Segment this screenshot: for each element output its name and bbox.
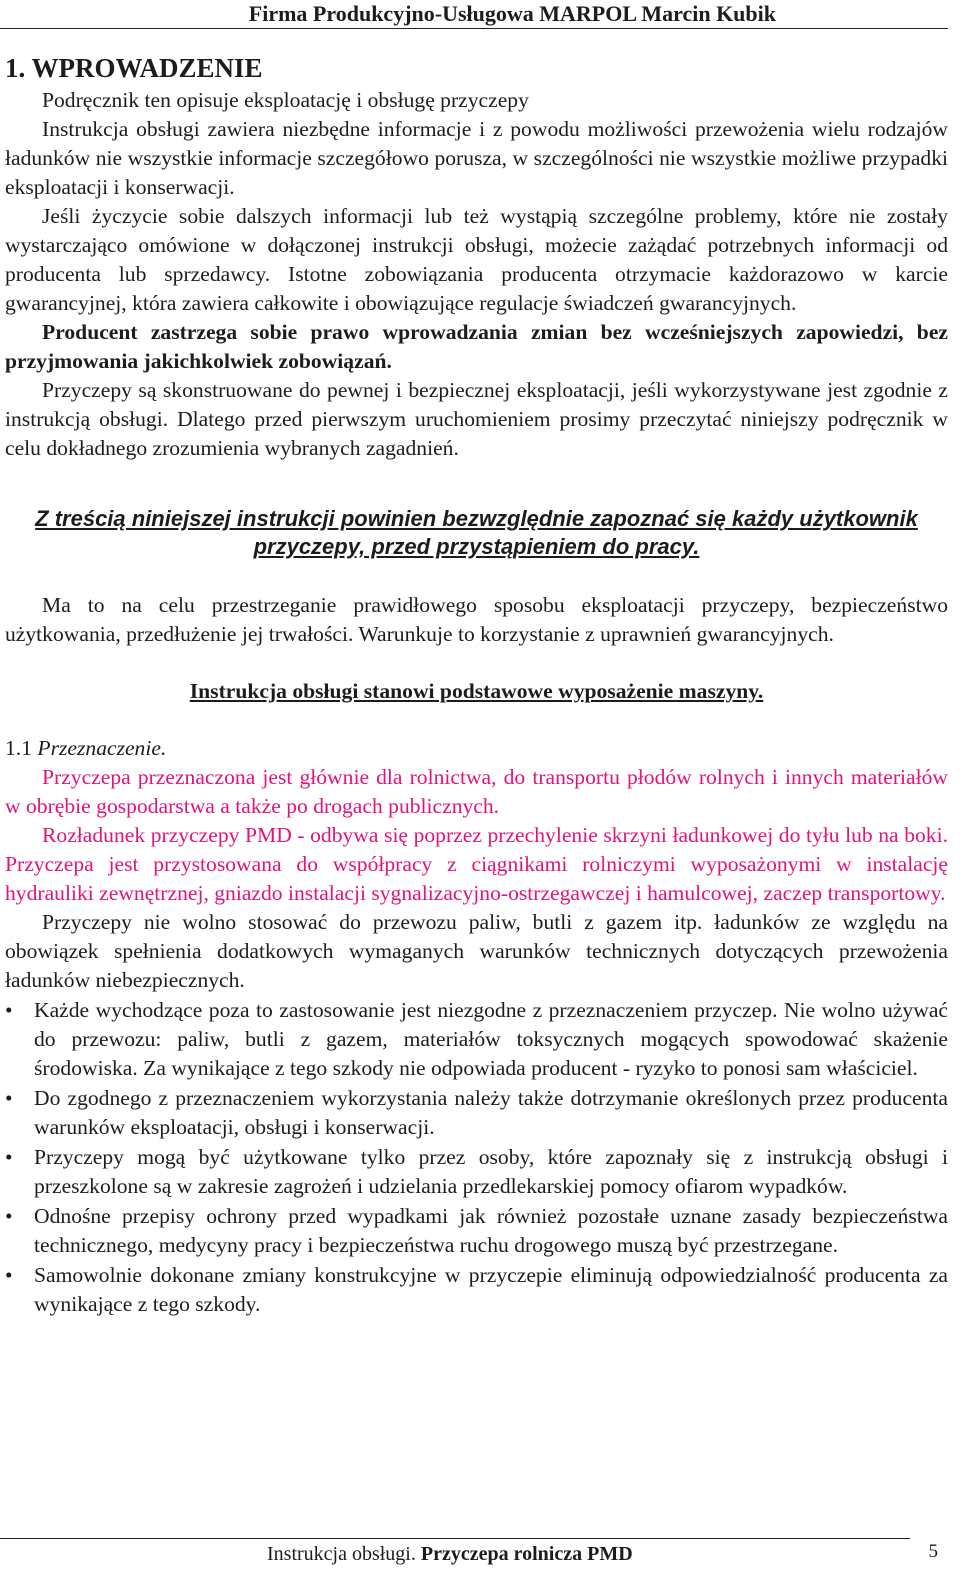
intro-paragraph-1: Podręcznik ten opisuje eksploatację i obsługę przyczepy <box>42 88 529 112</box>
list-item-text: Odnośne przepisy ochrony przed wypadkami jak również pozostałe uznane zasady bezpieczeństwa technicznego, medycyny pracy i bezpieczeństwa ruchu drogowego muszą być przestrzegane. <box>34 1204 948 1257</box>
intro-paragraph-5: Przyczepy są skonstruowane do pewnej i bezpiecznej eksploatacji, jeśli wykorzystywane jest zgodnie z instrukcją obsługi. Dlatego przed pierwszym uruchomieniem prosimy przeczytać niniejszy podręcznik w celu dokładnego zrozumienia wybranych zagadnień. <box>5 378 948 460</box>
list-item <box>5 1084 948 1142</box>
subsection-title: Przeznaczenie. <box>37 736 167 760</box>
page-footer <box>267 1543 633 1566</box>
bullet-icon: • <box>5 998 13 1022</box>
bullet-icon: • <box>5 1204 13 1228</box>
warning-notice: Z treścią niniejszej instrukcji powinien bezwzględnie zapoznać się każdy użytkownik przyczepy, przed przystąpieniem do pracy. <box>35 506 918 559</box>
purpose-paragraph-2: Rozładunek przyczepy PMD - odbywa się poprzez przechylenie skrzyni ładunkowej do tyłu lub na boki. Przyczepa jest przystosowana do współpracy z ciągnikami rolniczymi wyposażonymi w instalację hydrauliki zewnętrznej, gniazdo instalacji sygnalizacyjno-ostrzegawczej i hamulcowej, zaczep transportowy. <box>5 823 948 905</box>
header-company-name: Firma Produkcyjno-Usługowa MARPOL Marcin Kubik <box>248 1 776 26</box>
list-item <box>5 1261 948 1319</box>
purpose-paragraph-1: Przyczepa przeznaczona jest głównie dla rolnictwa, do transportu płodów rolnych i innych materiałów w obrębie gospodarstwa a także po drogach publicznych. <box>5 765 948 818</box>
bullet-icon: • <box>5 1145 13 1169</box>
page-number: 5 <box>928 1541 938 1562</box>
list-item-text: Do zgodnego z przeznaczeniem wykorzystania należy także dotrzymanie określonych przez producenta warunków eksploatacji, obsługi i konserwacji. <box>34 1086 948 1139</box>
intro-paragraph-2: Instrukcja obsługi zawiera niezbędne informacje i z powodu możliwości przewożenia wielu rodzajów ładunków nie wszystkie informacje szczegółowo porusza, w szczególności nie wszystkie możliwe przypadki eksploatacji i konserwacji. <box>5 117 948 199</box>
footer-label: Instrukcja obsługi. <box>267 1543 416 1565</box>
list-item <box>5 996 948 1083</box>
section-heading: 1. WPROWADZENIE <box>5 53 263 83</box>
intro-paragraph-6: Ma to na celu przestrzeganie prawidłowego sposobu eksploatacji przyczepy, bezpieczeństwo użytkowania, przedłużenie jej trwałości. Warunkuje to korzystanie z uprawnień gwarancyjnych. <box>5 593 948 646</box>
equipment-notice: Instrukcja obsługi stanowi podstawowe wyposażenie maszyny. <box>189 679 764 703</box>
subsection-heading <box>5 734 948 763</box>
page-header <box>0 0 948 29</box>
footer-rule <box>0 1538 910 1539</box>
list-item-text: Każde wychodzące poza to zastosowanie jest niezgodne z przeznaczeniem przyczep. Nie wolno używać do przewozu: paliw, butli z gazem, materiałów toksycznych mogących spowodować skażenie środowiska. Za wynikające z tego szkody nie odpowiada producent - ryzyko to ponosi sam właściciel. <box>34 998 948 1080</box>
list-item <box>5 1202 948 1260</box>
page-content <box>5 50 948 1319</box>
bullet-list <box>5 996 948 1319</box>
intro-paragraph-3: Jeśli życzycie sobie dalszych informacji lub też wystąpią szczególne problemy, które nie zostały wystarczająco omówione w dołączonej instrukcji obsługi, możecie zażądać potrzebnych informacji od producenta lub sprzedawcy. Istotne zobowiązania producenta otrzymacie każdorazowo w karcie gwarancyjnej, która zawiera całkowite i obowiązujące regulacje świadczeń gwarancyjnych. <box>5 204 948 315</box>
bullet-icon: • <box>5 1086 13 1110</box>
footer-title: Przyczepa rolnicza PMD <box>420 1543 633 1565</box>
list-item <box>5 1143 948 1201</box>
subsection-number: 1.1 <box>5 736 32 760</box>
list-item-text: Samowolnie dokonane zmiany konstrukcyjne w przyczepie eliminują odpowiedzialność producenta za wynikające z tego szkody. <box>34 1263 948 1316</box>
bullet-icon: • <box>5 1263 13 1287</box>
list-item-text: Przyczepy mogą być użytkowane tylko przez osoby, które zapoznały się z instrukcją obsługi i przeszkolone są w zakresie zagrożeń i udzielania przedlekarskiej pomocy ofiarom wypadków. <box>34 1145 948 1198</box>
manufacturer-disclaimer: Producent zastrzega sobie prawo wprowadzania zmian bez wcześniejszych zapowiedzi, bez przyjmowania jakichkolwiek zobowiązań. <box>5 320 948 373</box>
purpose-paragraph-3: Przyczepy nie wolno stosować do przewozu paliw, butli z gazem itp. ładunków ze względu na obowiązek spełnienia dodatkowych wymaganych warunków technicznych dotyczących przewożenia ładunków niebezpiecznych. <box>5 910 948 992</box>
